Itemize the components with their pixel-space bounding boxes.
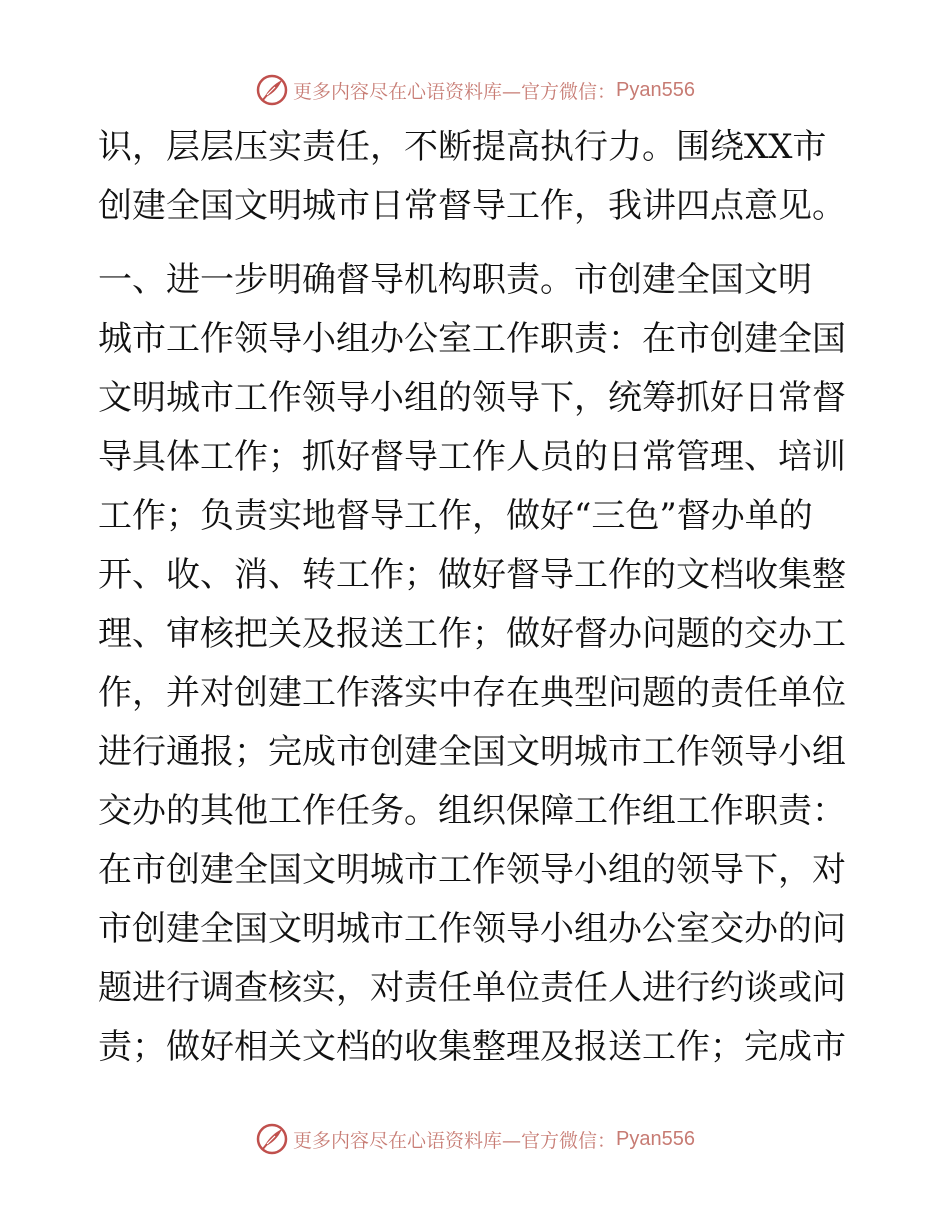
text-line: 交办的其他工作任务。组织保障工作组工作职责：	[98, 791, 846, 831]
text-line: 文明城市工作领导小组的领导下，统筹抓好日常督	[98, 378, 846, 418]
text-line: 城市工作领导小组办公室工作职责：在市创建全国	[98, 319, 846, 359]
paragraph-gap	[98, 236, 858, 251]
text-line: 作，并对创建工作落实中存在典型问题的责任单位	[98, 673, 846, 713]
text-line: 理、审核把关及报送工作；做好督办问题的交办工	[98, 614, 846, 654]
header-contact-id: Pyan556	[616, 78, 695, 101]
text-line: 创建全国文明城市日常督导工作，我讲四点意见。	[98, 186, 846, 226]
text-line: 识，层层压实责任，不断提高执行力。围绕XX市	[98, 127, 827, 167]
feather-pen-logo-icon	[255, 73, 289, 107]
text-line: 开、收、消、转工作；做好督导工作的文档收集整	[98, 555, 846, 595]
text-line: 在市创建全国文明城市工作领导小组的领导下，对	[98, 850, 846, 890]
text-line: 责；做好相关文档的收集整理及报送工作；完成市	[98, 1027, 846, 1067]
text-line: 工作；负责实地督导工作，做好“三色”督办单的	[98, 496, 813, 536]
paragraph	[98, 251, 858, 1077]
section-heading-line: 一、进一步明确督导机构职责。市创建全国文明	[98, 260, 812, 300]
text-line: 市创建全国文明城市工作领导小组办公室交办的问	[98, 909, 846, 949]
paragraph	[98, 118, 858, 236]
footer-promo-text: 更多内容尽在心语资料库—官方微信：	[293, 1129, 617, 1152]
header-watermark-banner	[0, 70, 950, 110]
document-body	[98, 118, 858, 1077]
feather-pen-logo-icon	[255, 1122, 289, 1156]
text-line: 导具体工作；抓好督导工作人员的日常管理、培训	[98, 437, 846, 477]
text-line: 进行通报；完成市创建全国文明城市工作领导小组	[98, 732, 846, 772]
header-promo-text: 更多内容尽在心语资料库—官方微信：	[293, 80, 617, 103]
text-line: 题进行调查核实，对责任单位责任人进行约谈或问	[98, 968, 846, 1008]
footer-contact-id: Pyan556	[616, 1127, 695, 1150]
footer-watermark-banner	[0, 1119, 950, 1159]
